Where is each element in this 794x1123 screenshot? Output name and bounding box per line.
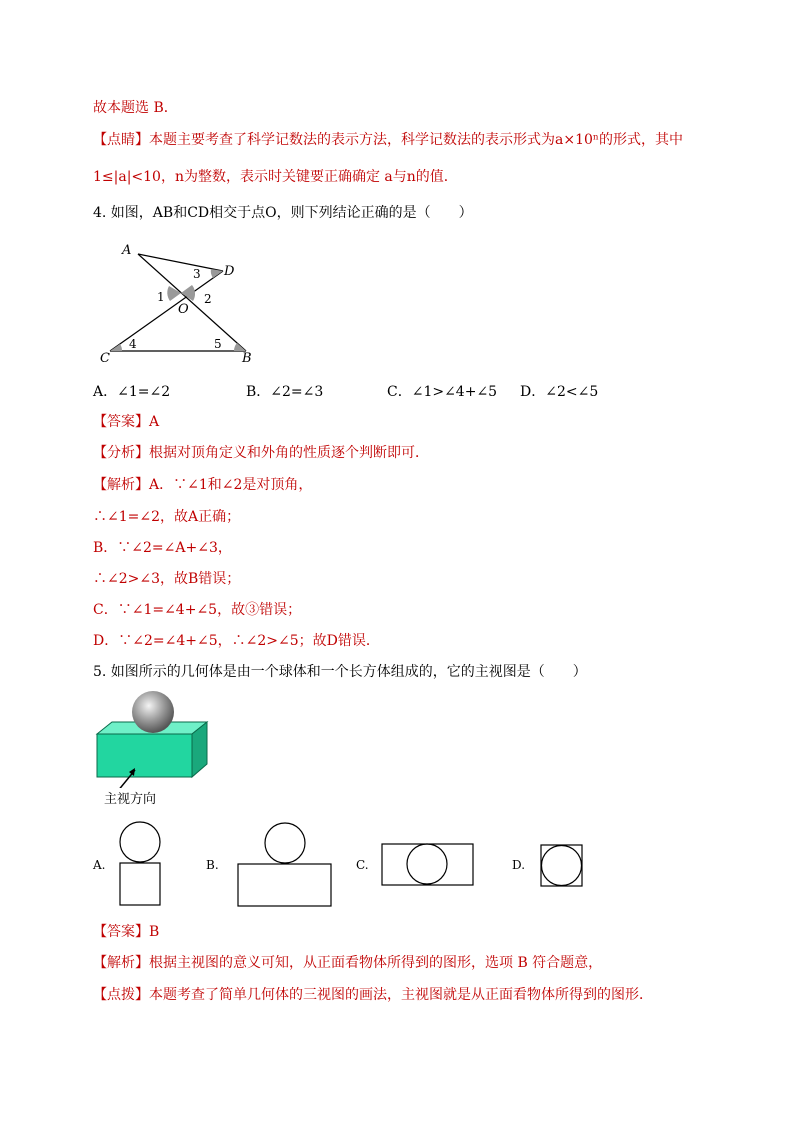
- angle-4-mark: [110, 344, 122, 351]
- label-d: D: [224, 264, 235, 279]
- a-square: [120, 863, 160, 905]
- c-rectangle: [382, 844, 473, 885]
- angle-label-5: 5: [214, 337, 222, 351]
- figure-5-solid: [95, 688, 215, 788]
- label-o: O: [178, 302, 189, 317]
- q4-option-d: D．∠2<∠5: [520, 384, 599, 400]
- q5-option-a-label: A.: [93, 858, 106, 872]
- q5-option-b-figure: [236, 822, 334, 908]
- angle-label-4: 4: [129, 337, 137, 351]
- segment-ad: [138, 254, 223, 271]
- angle-label-2: 2: [204, 292, 212, 306]
- q5-option-d-figure: [539, 843, 585, 889]
- tip-line-1: 【点睛】本题主要考查了科学记数法的表示方法，科学记数法的表示形式为a×10ⁿ的形式，其中: [93, 132, 683, 148]
- q4-option-c: C．∠1>∠4+∠5: [387, 384, 498, 400]
- q5-option-d-label: D.: [512, 858, 526, 872]
- q5-option-c-label: C.: [356, 858, 369, 872]
- solution-4-line-3: B．∵∠2=∠A+∠3，: [93, 540, 232, 556]
- line-cd: [110, 271, 223, 351]
- question-5: 5. 如图所示的几何体是由一个球体和一个长方体组成的，它的主视图是（ ）: [93, 664, 587, 680]
- solution-4-line-1: 【解析】A．∵∠1和∠2是对顶角，: [93, 477, 313, 493]
- q4-option-b: B．∠2=∠3: [246, 384, 324, 400]
- a-circle: [120, 822, 160, 862]
- d-circle: [542, 846, 582, 886]
- sphere: [132, 691, 174, 733]
- tip-5: 【点拨】本题考查了简单几何体的三视图的画法，主视图就是从正面看物体所得到的图形．: [93, 987, 653, 1003]
- q5-option-a-figure: [118, 820, 164, 908]
- solution-4-line-4: ∴∠2>∠3，故B错误；: [93, 571, 241, 587]
- box-front-face: [97, 734, 192, 777]
- q4-option-a: A．∠1=∠2: [93, 384, 171, 400]
- label-a: A: [122, 243, 132, 258]
- b-circle: [265, 823, 305, 863]
- tip-line-2: 1≤|a|<10，n为整数，表示时关键要正确确定 a与n的值．: [93, 169, 458, 185]
- solution-4-line-5: C．∵∠1=∠4+∠5，故③错误；: [93, 602, 302, 618]
- answer-4: 【答案】A: [93, 414, 160, 430]
- conclusion-line: 故本题选 B．: [93, 100, 178, 116]
- question-4: 4. 如图，AB和CD相交于点O，则下列结论正确的是（ ）: [93, 205, 473, 221]
- solution-4-line-2: ∴∠1=∠2，故A正确；: [93, 509, 241, 525]
- solution-5: 【解析】根据主视图的意义可知，从正面看物体所得到的图形，选项 B 符合题意，: [93, 955, 603, 971]
- angle-label-3: 3: [193, 267, 201, 281]
- label-c: C: [100, 351, 110, 366]
- b-rectangle: [238, 864, 331, 906]
- analysis-4: 【分析】根据对顶角定义和外角的性质逐个判断即可．: [93, 445, 429, 461]
- angle-label-1: 1: [157, 290, 165, 304]
- answer-5: 【答案】B: [93, 924, 160, 940]
- q5-option-c-figure: [380, 842, 476, 888]
- figure-4-intersecting-lines: [100, 238, 260, 368]
- c-circle: [407, 844, 447, 884]
- solution-4-line-6: D．∵∠2=∠4+∠5，∴∠2>∠5；故D错误．: [93, 633, 380, 649]
- label-b: B: [242, 351, 252, 366]
- q5-option-b-label: B.: [206, 858, 219, 872]
- angle-1-mark: [167, 286, 181, 301]
- angle-5-mark: [234, 343, 246, 351]
- view-direction-caption: 主视方向: [104, 792, 157, 807]
